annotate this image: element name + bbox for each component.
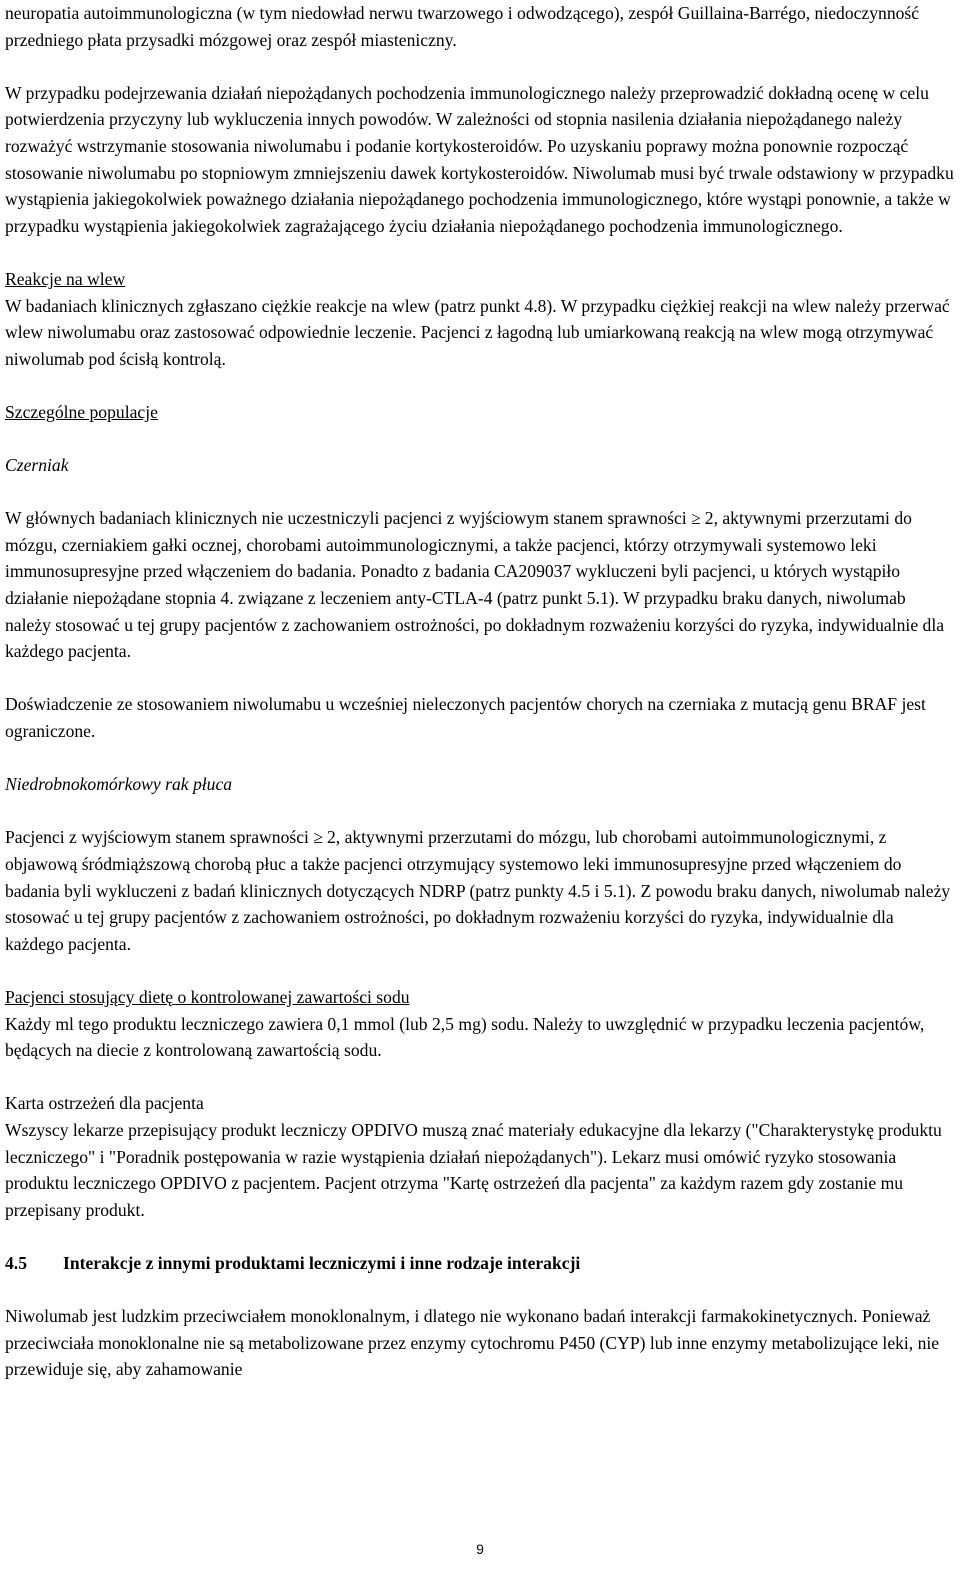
paragraph-nsclc [5,824,955,957]
nsclc-text-part-a: Pacjenci z wyjściowym stanem sprawności [5,827,309,848]
heading-infusion-reactions: Reakcje na wlew [5,268,126,289]
section-number: 4.5 [5,1252,27,1273]
section-title: Interakcje z innymi produktami leczniczymi i inne rodzaje interakcji [63,1252,581,1273]
paragraph-melanoma-braf: Doświadczenie ze stosowaniem niwolumabu u wcześniej nieleczonych pacjentów chorych na czerniaka z mutacją genu BRAF jest ograniczone. [5,694,926,742]
spacer [5,1064,955,1091]
paragraph-interactions: Niwolumab jest ludzkim przeciwciałem monoklonalnym, i dlatego nie wykonano badań interakcji farmakokinetycznych. Ponieważ przeciwciała monoklonalne nie są metabolizowane przez enzymy cytochromu P450 (CYP) lub inne enzymy metabolizujące leki, nie przewiduje się, aby zahamowanie [5,1306,940,1380]
greater-equal-symbol: ≥ [691,508,701,529]
heading-special-populations: Szczególne populacje [5,401,158,422]
spacer [5,53,955,80]
heading-sodium-diet: Pacjenci stosujący dietę o kontrolowanej zawartości sodu [5,986,410,1007]
heading-melanoma: Czerniak [5,455,69,476]
spacer [5,479,955,506]
spacer [5,372,955,399]
paragraph-melanoma [5,505,955,665]
paragraph-patient-alert-card: Wszyscy lekarze przepisujący produkt leczniczy OPDIVO muszą znać materiały edukacyjne dla lekarzy ("Charakterystykę produktu leczniczego" i "Poradnik postępowania w razie wystąpienia działań niepożądanych"). Lekarz musi omówić ryzyko stosowania produktu leczniczego OPDIVO z pacjentem. Pacjent otrzyma "Kartę ostrzeżeń dla pacjenta" za każdym razem gdy zostanie mu przepisany produkt. [5,1119,942,1220]
spacer [5,1277,955,1304]
nsclc-text-part-b: 2, aktywnymi przerzutami do mózgu, lub chorobami autoimmunologicznymi, z objawową śródmiąższową chorobą płuc a także pacjenci otrzymujący systemowo leki immunosupresyjne przed włączeniem do badania byli wykluczeni z badań klinicznych dotyczących NDRP (patrz punkty 4.5 i 5.1). Z powodu braku danych, niwolumab należy stosować u tej grupy pacjentów z zachowaniem ostrożności, po dokładnym rozważeniu korzyści do ryzyka, indywidualnie dla każdego pacjenta. [5,827,951,954]
paragraph-immune-adverse-reactions: W przypadku podejrzewania działań niepożądanych pochodzenia immunologicznego należy przeprowadzić dokładną ocenę w celu potwierdzenia przyczyny lub wykluczenia innych powodów. W zależności od stopnia nasilenia działania niepożądanego należy rozważyć wstrzymanie stosowania niwolumabu i podanie kortykosteroidów. Po uzyskaniu poprawy można ponownie rozpocząć stosowanie niwolumabu po stopniowym zmniejszeniu dawek kortykosteroidów. Niwolumab musi być trwale odstawiony w przypadku wystąpienia jakiegokolwiek poważnego działania niepożądanego pochodzenia immunologicznego, które wystąpi ponownie, a także w przypadku wystąpienia jakiegokolwiek zagrażającego życiu działania niepożądanego pochodzenia immunologicznego. [5,82,954,236]
greater-equal-symbol: ≥ [313,827,323,848]
section-heading-4-5 [5,1250,955,1277]
paragraph-infusion-reactions: W badaniach klinicznych zgłaszano ciężkie reakcje na wlew (patrz punkt 4.8). W przypadku ciężkiej reakcji na wlew należy przerwać wlew niwolumabu oraz zastosować odpowiednie leczenie. Pacjenci z łagodną lub umiarkowaną reakcją na wlew mogą otrzymywać niwolumab pod ścisłą kontrolą. [5,295,950,369]
spacer [5,745,955,772]
spacer [5,426,955,453]
spacer [5,957,955,984]
heading-nsclc: Niedrobnokomórkowy rak płuca [5,774,233,795]
melanoma-text-part-a: W głównych badaniach klinicznych nie uczestniczyli pacjenci z wyjściowym stanem sprawności [5,508,687,529]
spacer [5,665,955,692]
spacer [5,1223,955,1250]
page-number: 9 [476,1541,484,1557]
spacer [5,239,955,266]
heading-patient-alert-card: Karta ostrzeżeń dla pacjenta [5,1093,204,1114]
melanoma-text-part-b: 2, aktywnymi przerzutami do mózgu, czerniakiem gałki ocznej, chorobami autoimmunologicznymi, a także pacjenci, którzy otrzymywali systemowo leki immunosupresyjne przed włączeniem do badania. Ponadto z badania CA209037 wykluczeni byli pacjenci, u których wystąpiło działanie niepożądane stopnia 4. związane z leczeniem anty-CTLA-4 (patrz punkt 5.1). W przypadku braku danych, niwolumab należy stosować u tej grupy pacjentów z zachowaniem ostrożności, po dokładnym rozważeniu korzyści do ryzyka, indywidualnie dla każdego pacjenta. [5,508,945,662]
document-page [5,0,955,1383]
spacer [5,798,955,825]
paragraph-intro-continued: neuropatia autoimmunologiczna (w tym niedowład nerwu twarzowego i odwodzącego), zespół Guillaina-Barrégo, niedoczynność przedniego płata przysadki mózgowej oraz zespół miasteniczny. [5,3,920,50]
paragraph-sodium-diet: Każdy ml tego produktu leczniczego zawiera 0,1 mmol (lub 2,5 mg) sodu. Należy to uwzględnić w przypadku leczenia pacjentów, będących na diecie z kontrolowaną zawartością sodu. [5,1013,925,1061]
